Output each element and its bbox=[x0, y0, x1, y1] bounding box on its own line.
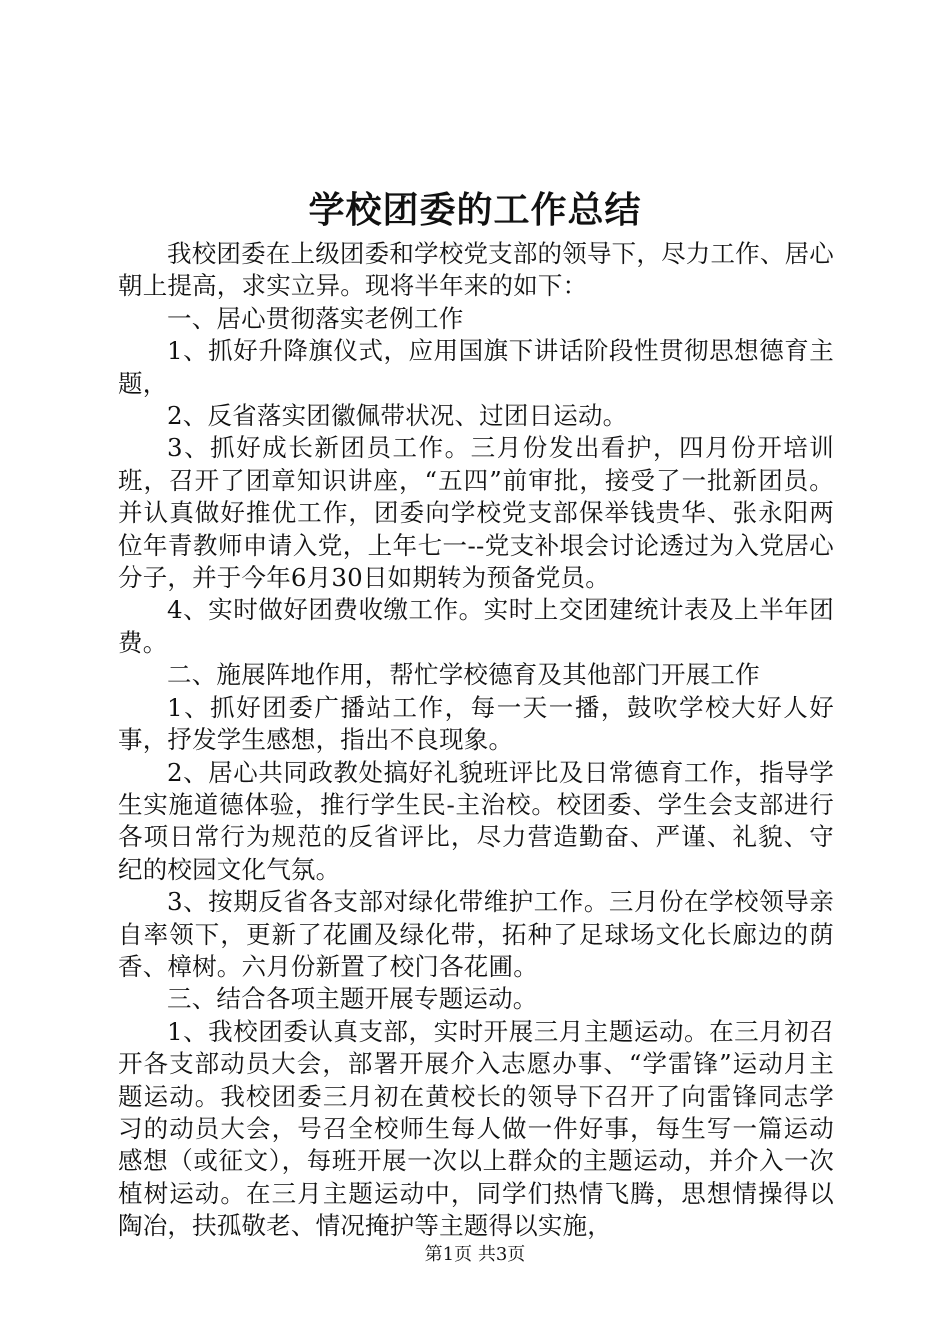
paragraph-2-1: 1、抓好团委广播站工作，每一天一播，鼓吹学校大好人好事，抒发学生感想，指出不良现象。 bbox=[118, 692, 834, 755]
paragraph-2-3: 3、按期反省各支部对绿化带维护工作。三月份在学校领导亲自率领下，更新了花圃及绿化带，拓种了足球场文化长廊边的荫香、樟树。六月份新置了校门各花圃。 bbox=[118, 887, 834, 981]
paragraph-2-2: 2、居心共同政教处搞好礼貌班评比及日常德育工作，指导学生实施道德体验，推行学生民-主治校。校团委、学生会支部进行各项日常行为规范的反省评比，尽力营造勤奋、严谨、礼貌、守纪的校园文化气氛。 bbox=[118, 757, 834, 884]
paragraph-intro: 我校团委在上级团委和学校党支部的领导下，尽力工作、居心朝上提高，求实立异。现将半年来的如下： bbox=[118, 239, 834, 301]
section-heading-1: 一、居心贯彻落实老例工作 bbox=[167, 303, 464, 333]
paragraph-1-4: 4、实时做好团费收缴工作。实时上交团建统计表及上半年团费。 bbox=[118, 595, 834, 657]
section-heading-2: 二、施展阵地作用，帮忙学校德育及其他部门开展工作 bbox=[167, 660, 760, 690]
paragraph-1-2: 2、反省落实团徽佩带状况、过团日运动。 bbox=[167, 401, 628, 431]
document-body bbox=[118, 238, 834, 1243]
page-number: 第1页 共3页 bbox=[424, 1244, 526, 1265]
document-title: 学校团委的工作总结 bbox=[308, 189, 642, 231]
paragraph-1-1: 1、抓好升降旗仪式，应用国旗下讲话阶段性贯彻思想德育主题， bbox=[118, 336, 834, 398]
section-heading-3: 三、结合各项主题开展专题运动。 bbox=[167, 984, 538, 1014]
paragraph-1-3: 3、抓好成长新团员工作。三月份发出看护，四月份开培训班，召开了团章知识讲座，“五四”前审批，接受了一批新团员。并认真做好推优工作，团委向学校党支部保举钱贵华、张永阳两位年青教师申请入党，上年七一--党支补垠会讨论透过为入党居心分子，并于今年6月30日如期转为预备党员。 bbox=[118, 433, 834, 593]
paragraph-3-1: 1、我校团委认真支部，实时开展三月主题运动。在三月初召开各支部动员大会，部署开展介入志愿办事、“学雷锋”运动月主题运动。我校团委三月初在黄校长的领导下召开了向雷锋同志学习的动员大会，号召全校师生每人做一件好事，每生写一篇运动感想（或征文），每班开展一次以上群众的主题运动，并介入一次植树运动。在三月主题运动中，同学们热情飞腾，思想情操得以陶冶，扶孤敬老、情况掩护等主题得以实施， bbox=[118, 1016, 834, 1241]
